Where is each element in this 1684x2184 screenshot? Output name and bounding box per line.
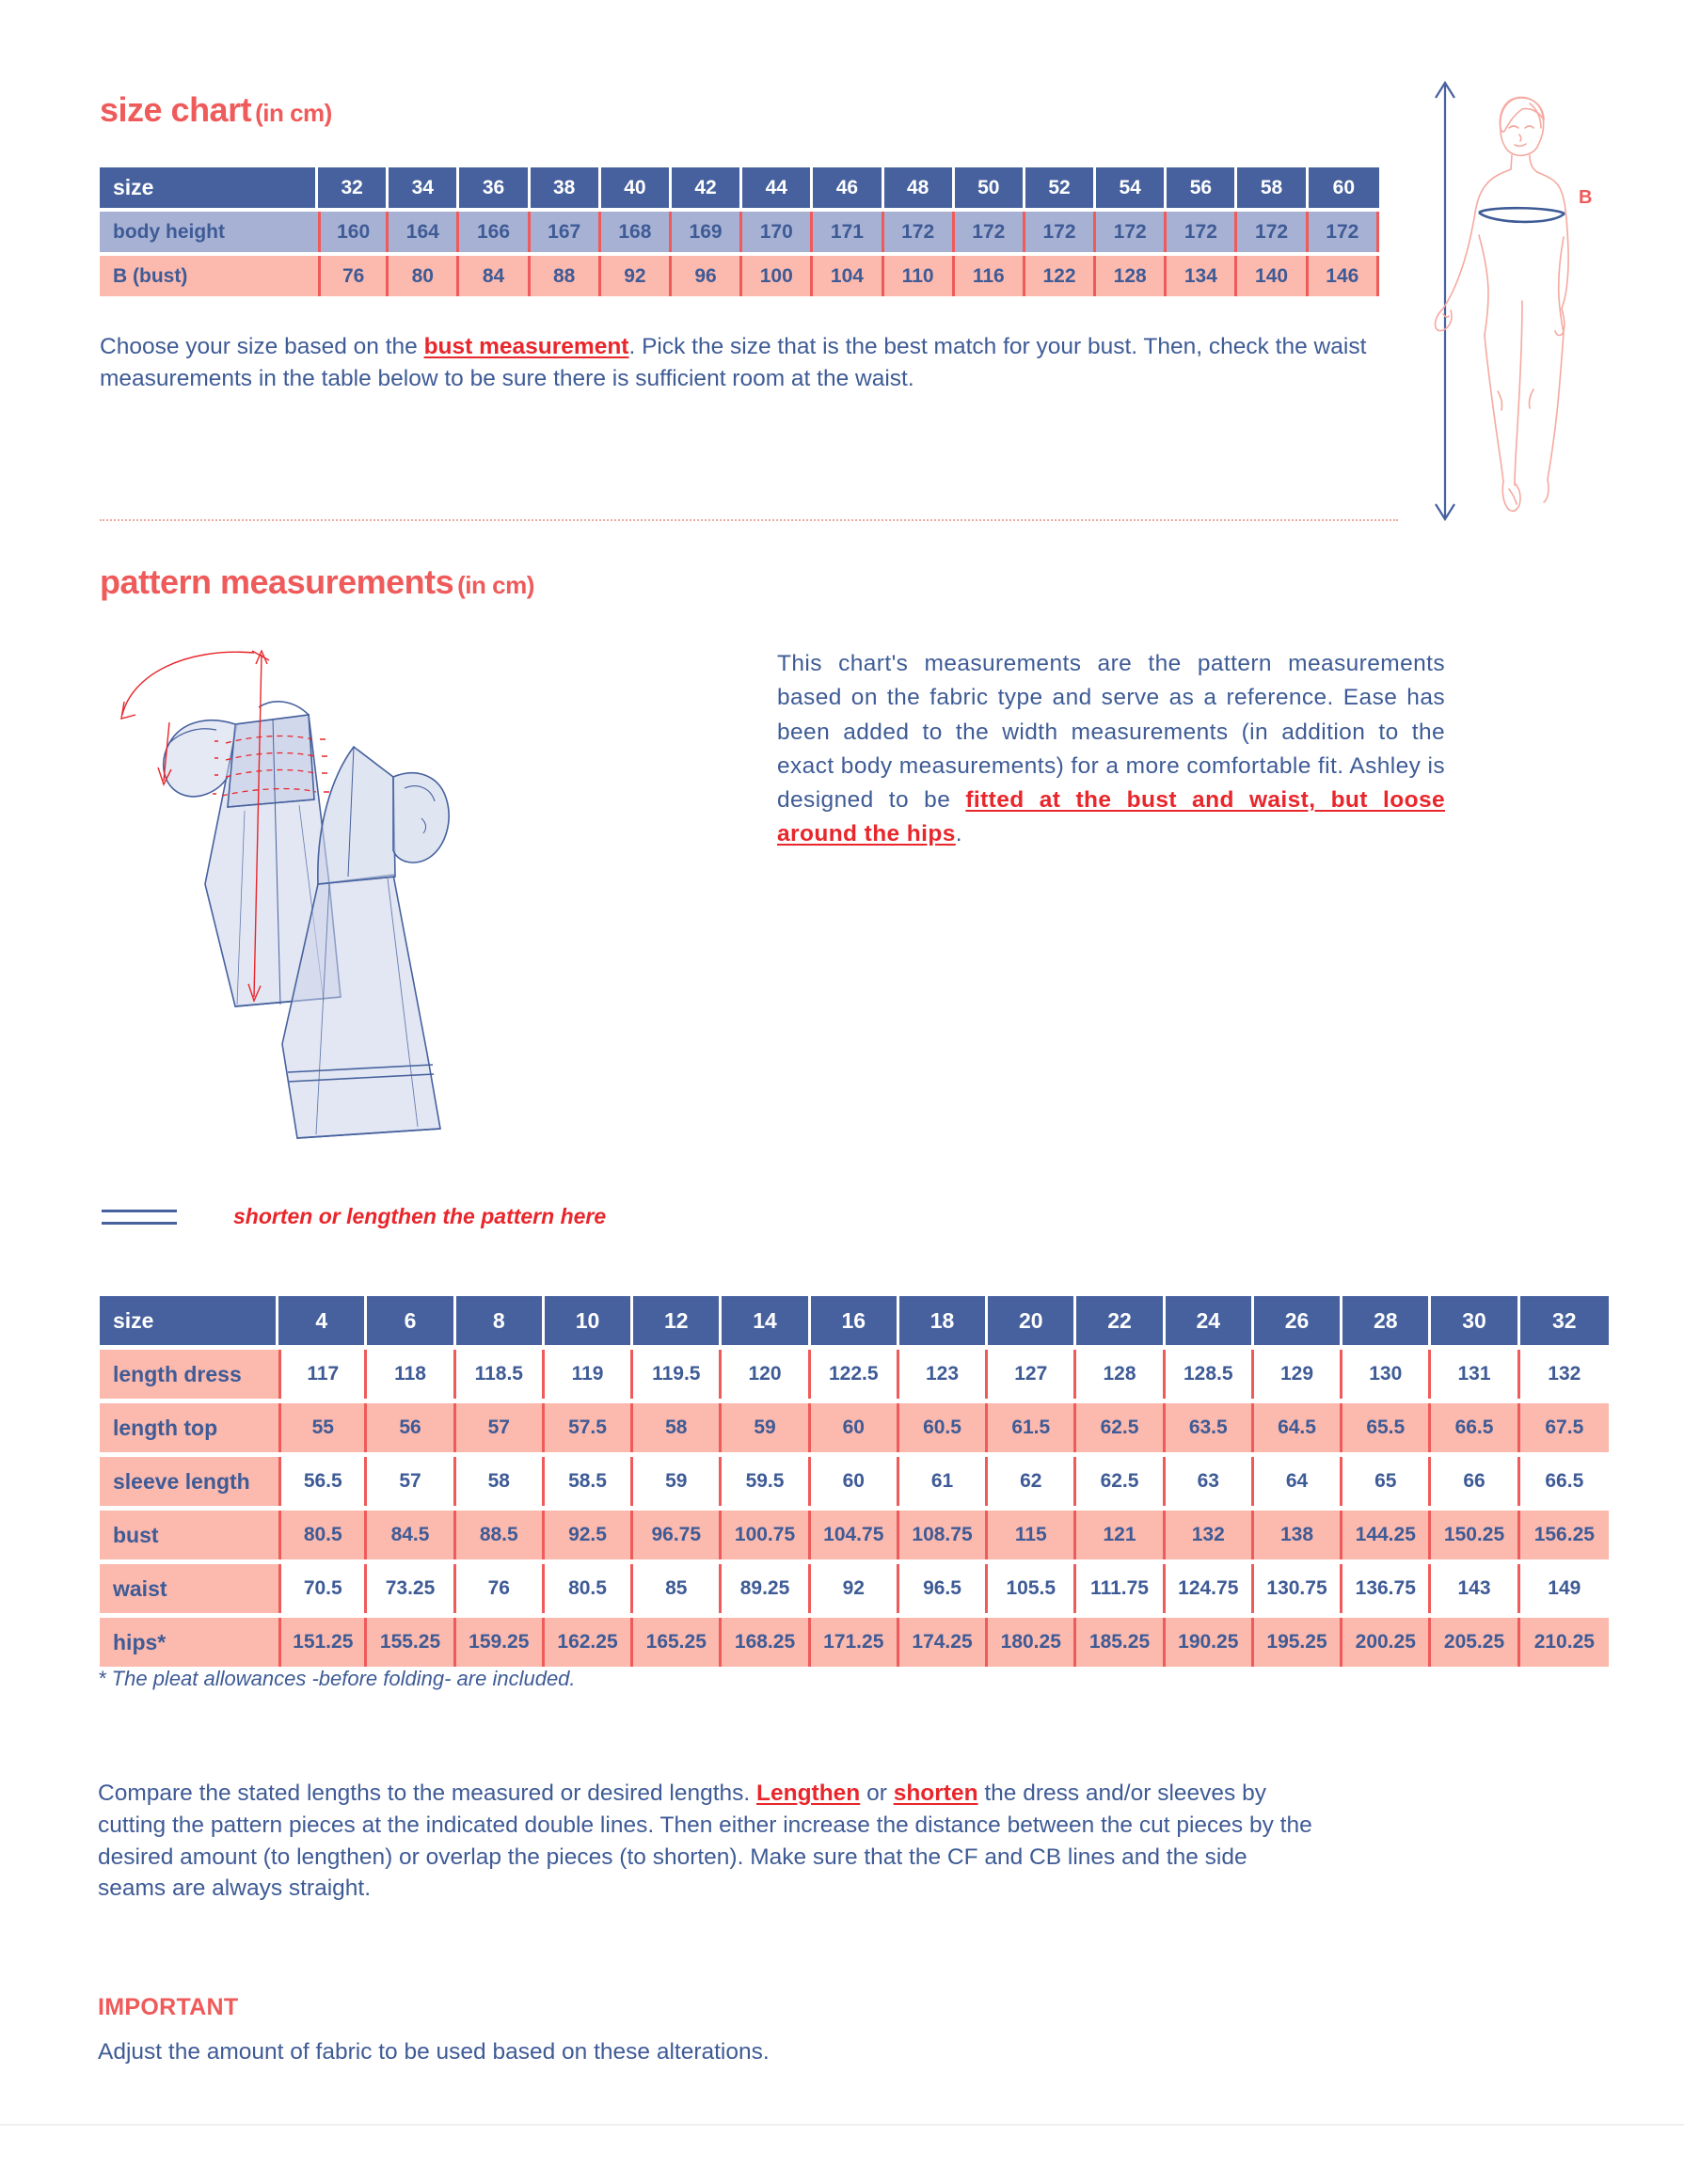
table-cell: 159.25 [456,1618,545,1667]
table-cell: 85 [633,1564,722,1613]
description-highlight: fitted at the bust and waist, but loose around the hips [777,787,1445,847]
size-col-header: 38 [531,167,601,208]
size-chart-row-label-size: size [100,167,318,208]
table-cell: 92 [811,1564,899,1613]
table-row [100,1618,1609,1667]
table-cell: 64.5 [1254,1403,1342,1452]
table-cell: 57 [456,1403,545,1452]
table-cell: 210.25 [1520,1618,1609,1667]
table-cell: 63 [1166,1457,1254,1506]
instructions-mid: or [860,1780,894,1806]
table-cell: 190.25 [1166,1618,1254,1667]
table-cell: 88 [531,256,601,296]
table-cell: 165.25 [633,1618,722,1667]
pm-col-header: 24 [1166,1296,1254,1345]
table-cell: 58 [633,1403,722,1452]
table-cell: 62.5 [1076,1457,1165,1506]
pattern-measurements-table [100,1296,1609,1667]
bust-measure-band [1479,208,1565,222]
note-part1: Choose your size based on the [100,334,424,359]
table-cell: 170 [742,212,813,252]
table-cell: 80.5 [278,1511,367,1559]
pm-row-label: waist [100,1564,278,1613]
table-cell: 62 [988,1457,1076,1506]
table-cell: 132 [1520,1350,1609,1399]
table-cell: 122 [1025,256,1096,296]
size-chart-heading [100,90,332,130]
table-cell: 60 [811,1457,899,1506]
note-highlight-bust: bust measurement [423,334,629,359]
table-cell: 100 [742,256,813,296]
table-cell: 121 [1076,1511,1165,1559]
table-cell: 166 [459,212,530,252]
size-col-header: 48 [884,167,955,208]
table-cell: 61 [899,1457,988,1506]
pm-col-header: 32 [1520,1296,1609,1345]
figure-svg [1411,75,1618,527]
table-cell: 118 [367,1350,455,1399]
table-cell: 115 [988,1511,1076,1559]
table-cell: 111.75 [1076,1564,1165,1613]
row-label-body-height: body height [100,212,318,252]
table-cell: 205.25 [1431,1618,1519,1667]
table-cell: 162.25 [545,1618,633,1667]
table-row [100,1511,1609,1559]
table-cell: 123 [899,1350,988,1399]
table-cell: 146 [1309,256,1379,296]
table-row-header [100,1296,1609,1345]
table-cell: 168 [601,212,672,252]
table-cell: 57.5 [545,1403,633,1452]
alteration-instructions [98,1778,1321,1905]
pm-col-header: 4 [278,1296,367,1345]
table-cell: 66.5 [1431,1403,1519,1452]
table-cell: 58 [456,1457,545,1506]
table-row-header [100,167,1379,208]
size-col-header: 44 [742,167,813,208]
table-cell: 172 [955,212,1025,252]
size-col-header: 50 [955,167,1025,208]
pm-col-header: 14 [722,1296,810,1345]
table-cell: 185.25 [1076,1618,1165,1667]
table-cell: 116 [955,256,1025,296]
pm-col-header: 20 [988,1296,1076,1345]
table-cell: 136.75 [1342,1564,1431,1613]
tech-drawing-svg [94,602,677,1176]
pm-col-header: 6 [367,1296,455,1345]
table-cell: 128 [1096,256,1167,296]
size-col-header: 54 [1096,167,1167,208]
table-cell: 88.5 [456,1511,545,1559]
body-outline [1435,97,1568,511]
pleat-footnote: * The pleat allowances -before folding- are included. [98,1667,576,1690]
note-part2: . Pick the size that is the best match for your bust. Then, check the waist measurements in the table below to be sure there is sufficient room at the waist. [100,334,1367,391]
table-cell: 76 [318,256,389,296]
table-cell: 118.5 [456,1350,545,1399]
size-col-header: 56 [1167,167,1237,208]
table-cell: 151.25 [278,1618,367,1667]
table-cell: 66.5 [1520,1457,1609,1506]
table-cell: 89.25 [722,1564,810,1613]
table-cell: 57 [367,1457,455,1506]
important-text: Adjust the amount of fabric to be used based on these alterations. [98,2039,770,2065]
table-row [100,212,1379,252]
table-cell: 96.75 [633,1511,722,1559]
table-cell: 65.5 [1342,1403,1431,1452]
pm-col-header: 18 [899,1296,988,1345]
size-col-header: 42 [672,167,742,208]
pm-row-label: bust [100,1511,278,1559]
table-cell: 138 [1254,1511,1342,1559]
table-cell: 122.5 [811,1350,899,1399]
table-cell: 132 [1166,1511,1254,1559]
pattern-heading-main: pattern measurements [100,562,454,601]
pattern-measurements-heading [100,562,534,602]
table-cell: 58.5 [545,1457,633,1506]
instructions-part2: the dress and/or sleeves by cutting the pattern pieces at the indicated double lines. Then either increase the distance between the cut pieces by the desired amount (to lengthen) or overlap the pieces (to shorten). Make sure that the CF and CB lines and the side seams are always straight. [98,1780,1312,1902]
table-cell: 55 [278,1403,367,1452]
pattern-heading-unit: (in cm) [457,571,534,599]
pm-col-header: 16 [811,1296,899,1345]
size-col-header: 58 [1237,167,1308,208]
table-cell: 127 [988,1350,1076,1399]
table-cell: 64 [1254,1457,1342,1506]
table-cell: 84 [459,256,530,296]
pm-col-header: 8 [456,1296,545,1345]
table-cell: 105.5 [988,1564,1076,1613]
table-row [100,256,1379,296]
table-cell: 130.75 [1254,1564,1342,1613]
table-cell: 108.75 [899,1511,988,1559]
table-cell: 62.5 [1076,1403,1165,1452]
double-line-icon [102,1210,177,1225]
table-cell: 80.5 [545,1564,633,1613]
size-col-header: 32 [318,167,389,208]
pm-col-header: 22 [1076,1296,1165,1345]
legend-label: shorten or lengthen the pattern here [233,1204,607,1228]
table-cell: 172 [1237,212,1308,252]
size-col-header: 36 [459,167,530,208]
table-cell: 128.5 [1166,1350,1254,1399]
table-cell: 84.5 [367,1511,455,1559]
instructions-highlight-shorten: shorten [893,1780,978,1806]
table-cell: 169 [672,212,742,252]
table-cell: 96 [672,256,742,296]
table-cell: 172 [884,212,955,252]
size-col-header: 60 [1309,167,1379,208]
size-chart-note [100,331,1417,395]
pm-row-label: hips* [100,1618,278,1667]
pm-col-header: 26 [1254,1296,1342,1345]
description-part2: . [955,821,962,847]
important-title: IMPORTANT [98,1994,239,2020]
table-cell: 168.25 [722,1618,810,1667]
table-cell: 144.25 [1342,1511,1431,1559]
table-cell: 180.25 [988,1618,1076,1667]
bottom-divider [0,2124,1684,2126]
row-label-bust: B (bust) [100,256,318,296]
lengthen-shorten-legend [102,1204,606,1229]
table-cell: 128 [1076,1350,1165,1399]
table-cell: 200.25 [1342,1618,1431,1667]
pm-row-label: length dress [100,1350,278,1399]
size-chart-heading-main: size chart [100,90,252,129]
table-cell: 110 [884,256,955,296]
table-cell: 129 [1254,1350,1342,1399]
table-cell: 104.75 [811,1511,899,1559]
pm-col-header: 28 [1342,1296,1431,1345]
table-cell: 131 [1431,1350,1519,1399]
table-cell: 119.5 [633,1350,722,1399]
description-part1: This chart's measurements are the pattern measurements based on the fabric type and serve as a reference. Ease has been added to the width measurements (in addition to the exact body measurements) for a more comfortable fit. Ashley is designed to be [777,651,1445,813]
pm-col-header: 30 [1431,1296,1519,1345]
size-chart-heading-unit: (in cm) [255,99,332,127]
table-cell: 130 [1342,1350,1431,1399]
table-cell: 134 [1167,256,1237,296]
table-cell: 172 [1096,212,1167,252]
size-col-header: 40 [601,167,672,208]
table-cell: 66 [1431,1457,1519,1506]
table-cell: 119 [545,1350,633,1399]
technical-drawing-illustration [94,602,677,1180]
table-cell: 143 [1431,1564,1519,1613]
table-row [100,1403,1609,1452]
table-cell: 150.25 [1431,1511,1519,1559]
instructions-part1: Compare the stated lengths to the measured or desired lengths. [98,1780,757,1806]
size-col-header: 34 [389,167,459,208]
table-cell: 59 [633,1457,722,1506]
table-cell: 100.75 [722,1511,810,1559]
table-cell: 56.5 [278,1457,367,1506]
table-cell: 167 [531,212,601,252]
table-cell: 195.25 [1254,1618,1342,1667]
pm-col-header: 10 [545,1296,633,1345]
table-cell: 60.5 [899,1403,988,1452]
table-cell: 61.5 [988,1403,1076,1452]
table-cell: 172 [1025,212,1096,252]
table-cell: 60 [811,1403,899,1452]
size-col-header: 46 [813,167,883,208]
instructions-highlight-lengthen: Lengthen [756,1780,861,1806]
section-divider [100,519,1398,521]
table-cell: 160 [318,212,389,252]
pm-row-label: sleeve length [100,1457,278,1506]
table-row [100,1350,1609,1399]
table-cell: 59 [722,1403,810,1452]
table-cell: 76 [456,1564,545,1613]
bust-label: B [1579,187,1593,208]
table-cell: 164 [389,212,459,252]
pm-col-header: 12 [633,1296,722,1345]
height-arrow-icon [1436,83,1454,519]
table-cell: 67.5 [1520,1403,1609,1452]
pm-row-label: length top [100,1403,278,1452]
table-cell: 104 [813,256,883,296]
table-cell: 171 [813,212,883,252]
table-cell: 70.5 [278,1564,367,1613]
table-cell: 92.5 [545,1511,633,1559]
table-cell: 124.75 [1166,1564,1254,1613]
table-cell: 155.25 [367,1618,455,1667]
size-col-header: 52 [1025,167,1096,208]
table-cell: 92 [601,256,672,296]
table-cell: 59.5 [722,1457,810,1506]
table-cell: 80 [389,256,459,296]
table-cell: 120 [722,1350,810,1399]
table-cell: 156.25 [1520,1511,1609,1559]
pattern-description [777,647,1445,852]
table-cell: 117 [278,1350,367,1399]
table-row [100,1457,1609,1506]
table-cell: 172 [1167,212,1237,252]
table-cell: 96.5 [899,1564,988,1613]
table-cell: 149 [1520,1564,1609,1613]
table-cell: 174.25 [899,1618,988,1667]
table-cell: 56 [367,1403,455,1452]
table-cell: 73.25 [367,1564,455,1613]
table-cell: 63.5 [1166,1403,1254,1452]
table-row [100,1564,1609,1613]
body-measurement-figure [1411,75,1618,531]
table-cell: 65 [1342,1457,1431,1506]
table-cell: 171.25 [811,1618,899,1667]
pm-row-header-label: size [100,1296,278,1345]
table-cell: 172 [1309,212,1379,252]
table-cell: 140 [1237,256,1308,296]
size-chart-table [100,167,1379,296]
